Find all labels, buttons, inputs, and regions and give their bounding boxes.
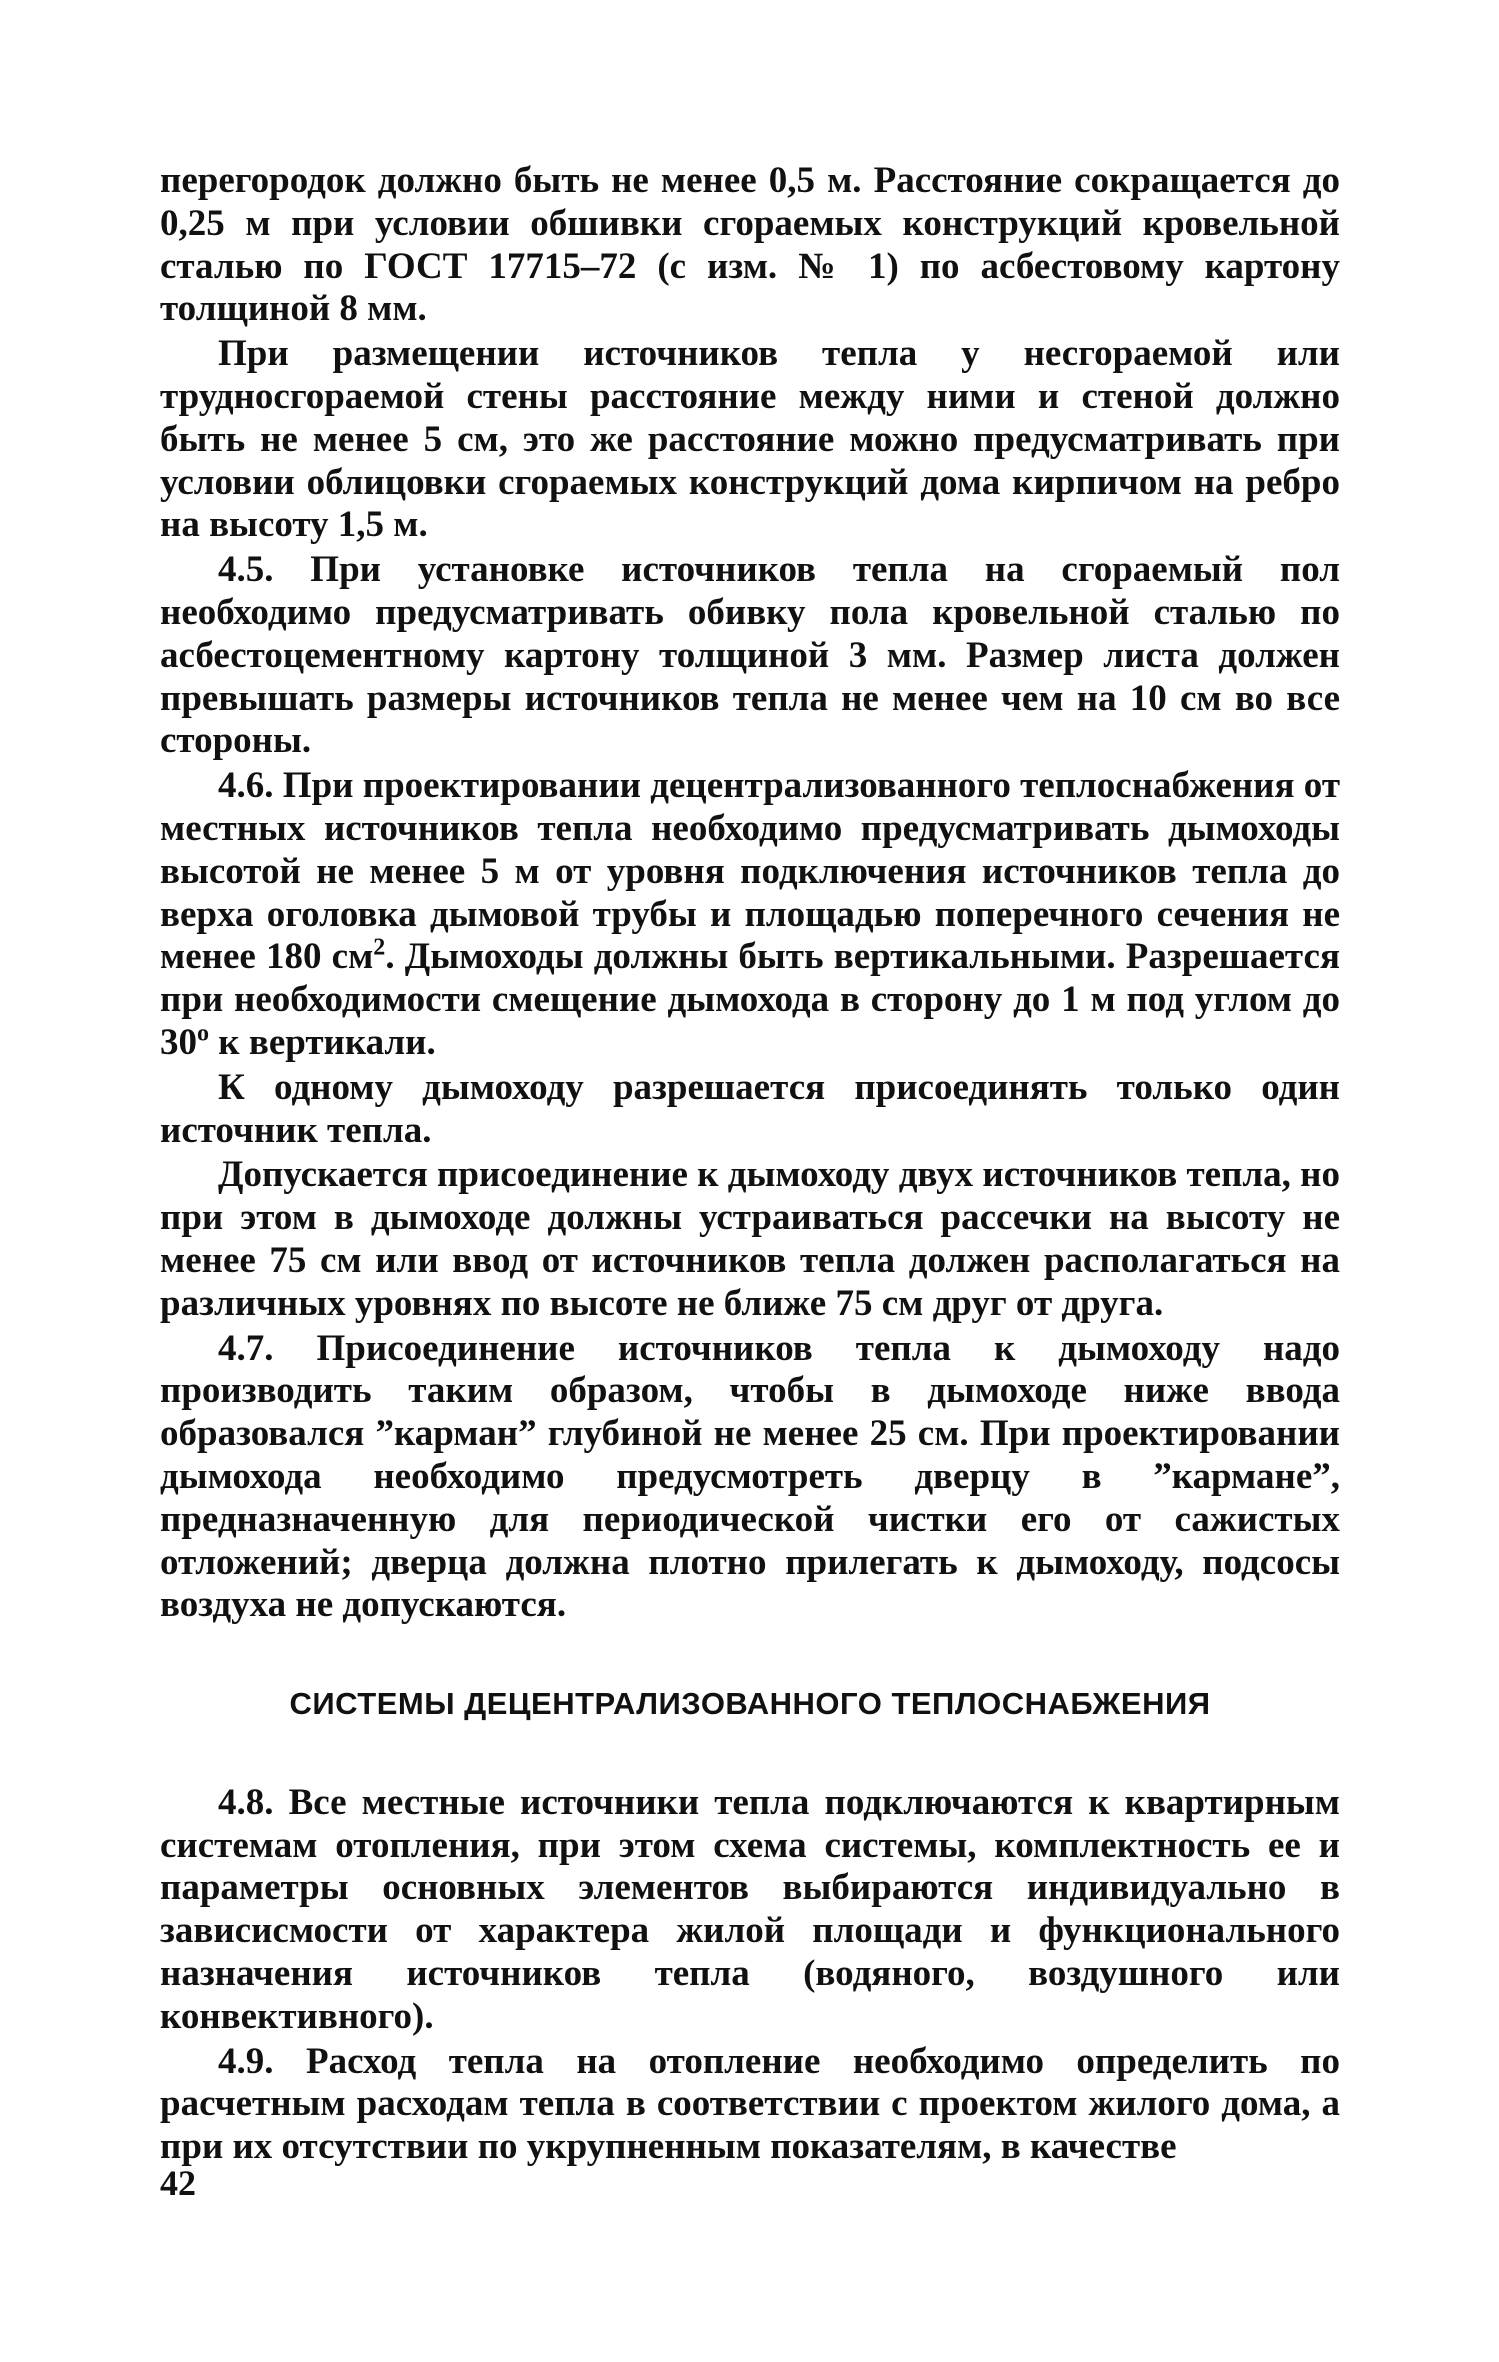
document-page xyxy=(160,160,1340,2169)
paragraph-4-5: 4.5. При установке источников тепла на сгораемый пол необходимо предусматривать обивку пола кровельной сталью по асбестоцементному картону толщиной 3 мм. Размер листа должен превышать размеры источников тепла не менее чем на 10 см во все стороны. xyxy=(160,549,1340,762)
paragraph-4-6-part3: к вертикали. xyxy=(209,1021,436,1063)
paragraph-two-sources: Допускается присоединение к дымоходу двух источников тепла, но при этом в дымоходе должны устраиваться рассечки на высоту не менее 75 см или ввод от источников тепла должен располагаться на различных уровнях по высоте не ближе 75 см друг от друга. xyxy=(160,1154,1340,1324)
paragraph-one-source: К одному дымоходу разрешается присоединять только один источник тепла. xyxy=(160,1066,1340,1151)
paragraph-partitions: перегородок должно быть не менее 0,5 м. Расстояние сокращается до 0,25 м при условии обшивки сгораемых конструкций кровельной сталью по ГОСТ 17715–72 (с изм. № 1) по асбестовому картону толщиной 8 мм. xyxy=(160,160,1340,330)
section-heading: СИСТЕМЫ ДЕЦЕНТРАЛИЗОВАННОГО ТЕПЛОСНАБЖЕНИЯ xyxy=(289,1686,1211,1722)
paragraph-4-6 xyxy=(160,765,1340,1065)
superscript-degree: о xyxy=(197,1020,210,1047)
paragraph-4-6-part1: 4.6. При проектировании децентрализованного теплоснабжения от местных источников тепла необходимо предусматривать дымоходы высотой не менее 5 м от уровня подключения источников тепла до верха оголовка дымовой трубы и площадью поперечного сечения не менее 180 см xyxy=(160,765,1340,978)
paragraph-4-7: 4.7. Присоединение источников тепла к дымоходу надо производить таким образом, чтобы в дымоходе ниже ввода образовался ”карман” глубиной не менее 25 см. При проектировании дымохода необходимо предусмотреть дверцу в ”кармане”, предназначенную для периодической чистки его от сажистых отложений; дверца должна плотно прилегать к дымоходу, подсосы воздуха не допускаются. xyxy=(160,1327,1340,1626)
paragraph-4-9: 4.9. Расход тепла на отопление необходимо определить по расчетным расходам тепла в соответствии с проектом жилого дома, а при их отсутствии по укрупненным показателям, в качестве xyxy=(160,2040,1340,2168)
paragraph-wall-distance: При размещении источников тепла у несгораемой или трудносгораемой стены расстояние между ними и стеной должно быть не менее 5 см, это же расстояние можно предусматривать при условии облицовки сгораемых конструкций дома кирпичом на ребро на высоту 1,5 м. xyxy=(160,333,1340,546)
paragraph-4-8: 4.8. Все местные источники тепла подключаются к квартирным системам отопления, при этом схема системы, комплектность ее и параметры основных элементов выбираются индивидуально в зависисмости от характера жилой площади и функционального назначения источников тепла (водяного, воздушного или конвективного). xyxy=(160,1781,1340,2037)
superscript-square: 2 xyxy=(373,935,386,962)
page-number: 42 xyxy=(160,2163,196,2203)
paragraph-4-6-part2: . Дымоходы должны быть вертикальными. Разрешается при необходимости смещение дымохода в сторону до 1 м под углом до 30 xyxy=(160,936,1340,1063)
